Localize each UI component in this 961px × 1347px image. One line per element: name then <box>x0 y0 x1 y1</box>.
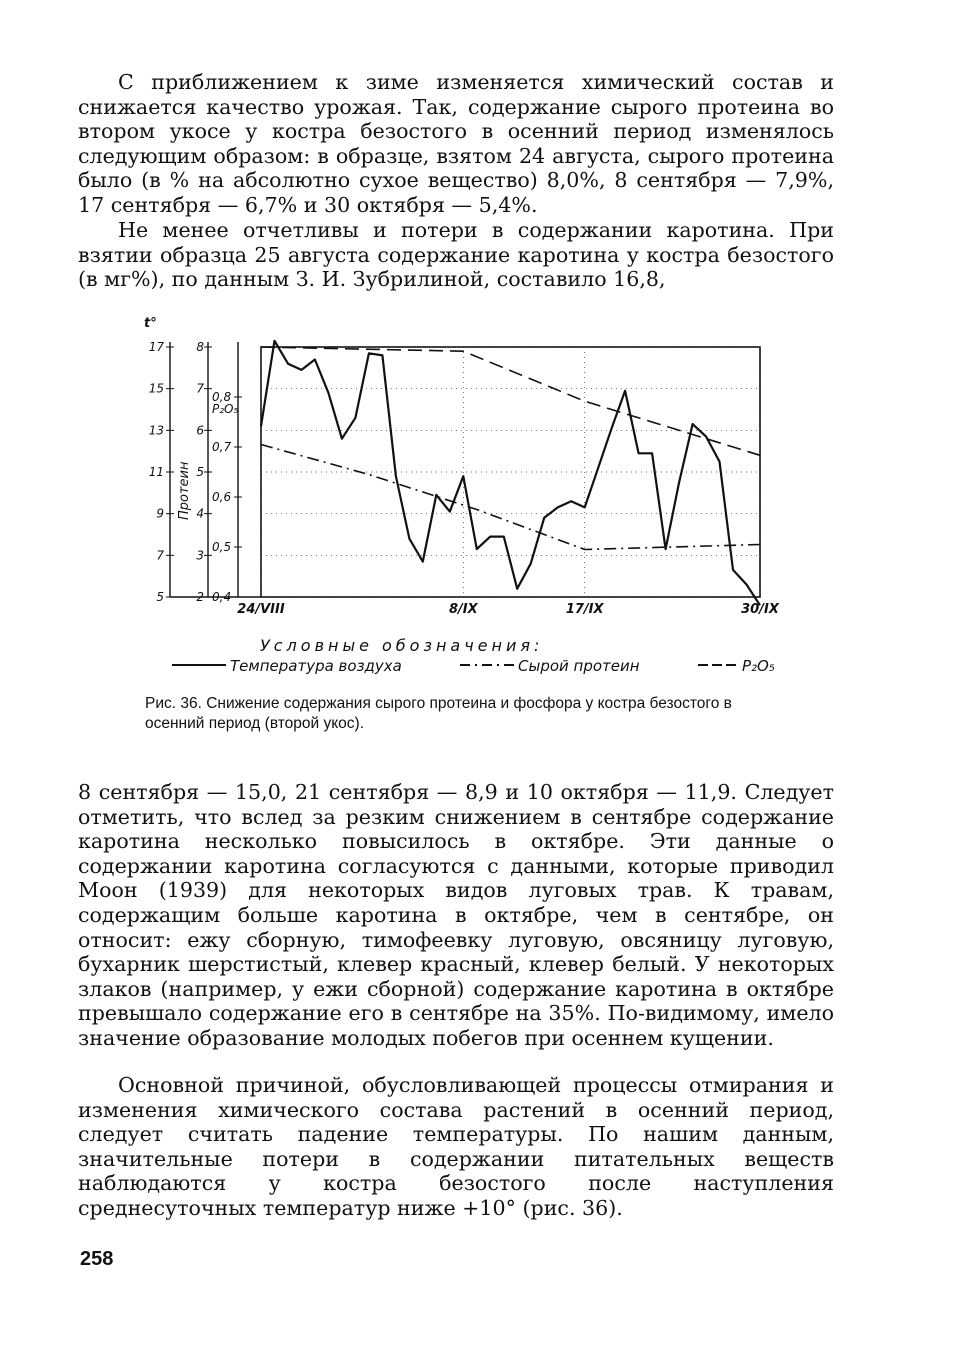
page-number: 258 <box>80 1248 114 1270</box>
protein-tick-label: 7 <box>196 381 204 396</box>
protein-tick-label: 8 <box>196 340 204 354</box>
protein-tick-label: 2 <box>196 590 204 604</box>
protein-tick-label: 5 <box>196 465 204 479</box>
protein-tick-label: 3 <box>196 548 204 563</box>
paragraph-2: Не менее отчетливы и потери в содержании каротина. При взятии образца 25 августа содержание каротина у костра безостого (в мг%), по данным З. И. Зубрилиной, составило 16,8, <box>78 218 834 292</box>
figure-caption: Рис. 36. Снижение содержания сырого протеина и фосфора у костра безостого в осенний период (второй укос). <box>145 695 732 732</box>
legend-title: Условные обозначения: <box>260 636 544 655</box>
p2o5-axis-label: P₂O₅ <box>212 402 239 416</box>
p2o5-tick-label: 0,6 <box>212 490 232 504</box>
legend-label: Температура воздуха <box>230 657 402 675</box>
x-tick-label: 24/VIII <box>237 602 285 617</box>
p2o5-tick-label: 0,5 <box>212 540 232 554</box>
temperature-tick-label: 5 <box>156 590 164 604</box>
p2o5-tick-label: 0,8 <box>212 390 232 404</box>
paragraph-1: С приближением к зиме изменяется химический состав и снижается качество урожая. Так, содержание сырого протеина во втором укосе у костра безостого в осенний период изменялось следующим образом: в образце, взятом 24 августа, сырого протеина было (в % на абсолютно сухое вещество) 8,0%, 8 сентября — 7,9%, 17 сентября — 6,7% и 30 октября — 5,4%. <box>78 70 834 217</box>
series-line-protein <box>261 347 760 455</box>
protein-tick-label: 4 <box>196 506 204 521</box>
temperature-axis-label: t° <box>144 316 157 331</box>
protein-axis-label: Протеин <box>177 461 192 520</box>
temperature-tick-label: 11 <box>148 465 164 479</box>
legend-label: Сырой протеин <box>518 657 640 675</box>
x-tick-label: 8/IX <box>448 602 478 617</box>
series-line-temperature <box>261 341 760 606</box>
p2o5-tick-label: 0,4 <box>212 590 232 604</box>
temperature-tick-label: 15 <box>148 381 164 396</box>
paragraph-4: Основной причиной, обусловливающей процессы отмирания и изменения химического состава растений в осенний период, следует считать падение температуры. По нашим данным, значительные потери в содержании питательных веществ наблюдаются у костра безостого после наступления среднесуточных температур ниже +10° (рис. 36). <box>78 1073 834 1220</box>
paragraph-3: 8 сентября — 15,0, 21 сентября — 8,9 и 10 октября — 11,9. Следует отметить, что вслед за резким снижением в сентябре содержание каротина несколько повысилось в октябре. Эти данные о содержании каротина согласуются с данными, которые приводил Моон (1939) для некоторых видов луговых трав. К травам, содержащим больше каротина в октябре, чем в сентябре, он относит: ежу сборную, тимофеевку луговую, овсяницу луговую, бухарник шерстистый, клевер красный, клевер белый. У некоторых злаков (например, у ежи сборной) содержание каротина в октябре превышало содержание его в сентябре на 35%. По-видимому, имело значение образование молодых побегов при осеннем кущении. <box>78 780 834 1050</box>
figure-36 <box>130 305 810 685</box>
p2o5-tick-label: 0,7 <box>212 440 232 454</box>
temperature-tick-label: 17 <box>148 340 164 354</box>
chart <box>130 305 810 685</box>
temperature-tick-label: 9 <box>156 506 164 521</box>
temperature-tick-label: 7 <box>156 548 164 563</box>
protein-tick-label: 6 <box>196 423 204 438</box>
x-tick-label: 17/IX <box>565 602 604 617</box>
temperature-tick-label: 13 <box>148 423 164 438</box>
x-tick-label: 30/IX <box>741 602 779 617</box>
legend-label: P₂O₅ <box>742 657 775 675</box>
